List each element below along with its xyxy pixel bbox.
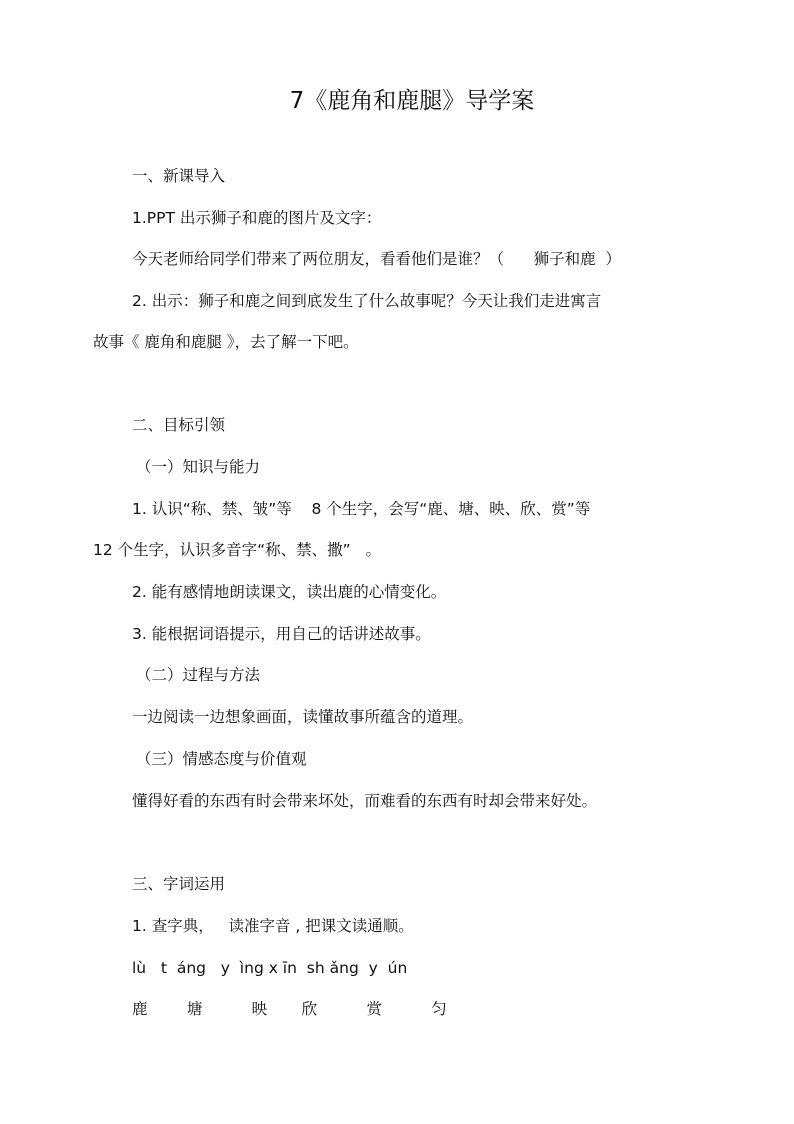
subheading: （三）情感态度与价值观 [136,750,307,768]
paragraph: 故事《 鹿角和鹿腿 》，去了解一下吧。 [93,333,359,351]
paragraph: 懂得好看的东西有时会带来坏处，而难看的东西有时却会带来好处。 [132,792,598,810]
paragraph: 2. 出示：狮子和鹿之间到底发生了什么故事呢？今天让我们走进寓言 [132,292,602,310]
section-heading-words: 三、字词运用 [132,875,226,893]
paragraph: 1. 查字典， 读准字音 , 把课文读通顺。 [132,917,414,935]
paragraph: 一边阅读一边想象画面，读懂故事所蕴含的道理。 [132,708,474,726]
paragraph: 1. 认识“称、禁、皱”等 8 个生字，会写“鹿、塘、映、欣、赏”等 [132,500,591,518]
section-heading-intro: 一、新课导入 [132,167,226,185]
page-title: 7《鹿角和鹿腿》导学案 [289,88,535,114]
paragraph: 3. 能根据词语提示，用自己的话讲述故事。 [132,625,431,643]
subheading: （一）知识与能力 [136,458,261,476]
character-line: 鹿 塘 映 欣 赏 匀 [132,1000,447,1018]
paragraph: 今天老师给同学们带来了两位朋友，看看他们是谁？（ 狮子和鹿 ） [132,250,621,268]
paragraph: 12 个生字，认识多音字“称、禁、撒” 。 [93,541,381,559]
paragraph: 1.PPT 出示狮子和鹿的图片及文字： [132,209,382,227]
paragraph: 2. 能有感情地朗读课文，读出鹿的心情变化。 [132,583,447,601]
subheading: （二）过程与方法 [136,666,261,684]
pinyin-line: lù t áng y ìng x īn sh ǎng y ún [132,959,408,977]
section-heading-goals: 二、目标引领 [132,416,226,434]
